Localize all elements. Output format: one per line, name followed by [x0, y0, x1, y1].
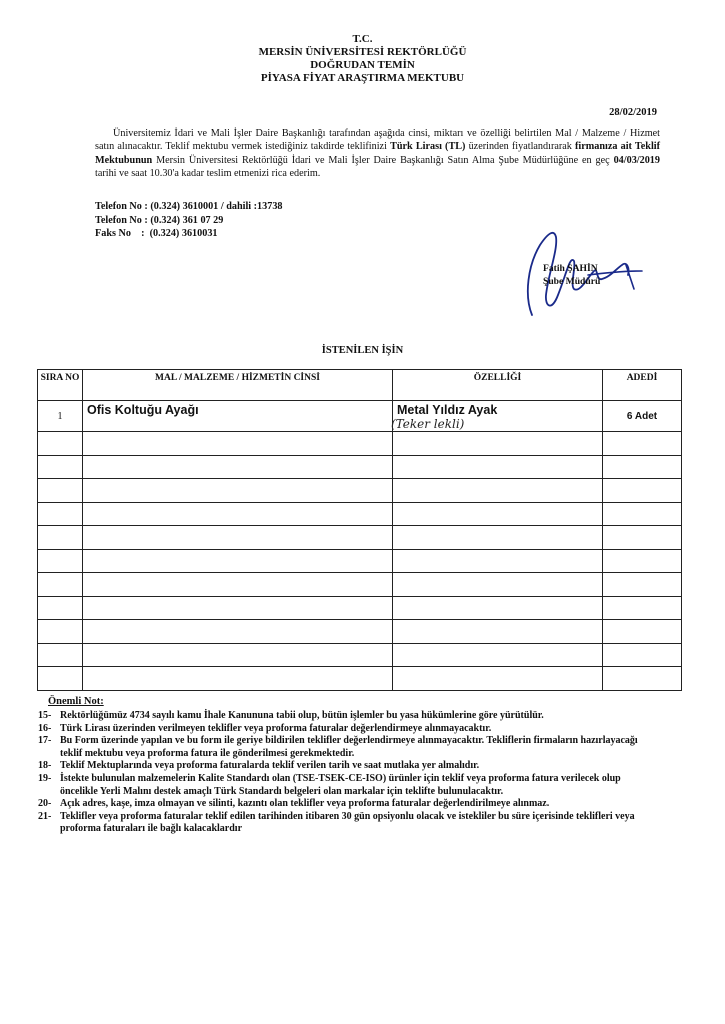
table-cell-empty	[603, 596, 682, 620]
table-row-empty	[38, 596, 682, 620]
table-cell-empty	[38, 549, 83, 573]
note-item	[38, 760, 638, 773]
header-letter-title: PİYASA FİYAT ARAŞTIRMA MEKTUBU	[260, 72, 465, 84]
note-text: İstekte bulunulan malzemelerin Kalite Standardı olan (TSE-TSEK-CE-ISO) ürünler için teklif veya proforma fatura verilecek olup öncelikle Yerli Malını destek amaçlı Türk Standardı belgeleri olan markalar için teklifte bulunulacaktır.	[60, 772, 621, 797]
cell-specification	[393, 401, 603, 432]
table-row-empty	[38, 455, 682, 479]
table-row-empty	[38, 549, 682, 573]
note-text: Türk Lirası üzerinden verilmeyen teklifler veya proforma faturalar değerlendirmeye alınmayacaktır.	[60, 722, 492, 734]
table-cell-empty	[603, 455, 682, 479]
table-cell-empty	[38, 502, 83, 526]
header-procurement-type: DOĞRUDAN TEMİN	[310, 59, 415, 71]
table-cell-empty	[38, 596, 83, 620]
table-cell-empty	[83, 596, 393, 620]
table-cell-empty	[393, 479, 603, 503]
cell-item-type	[83, 401, 393, 432]
table-row-empty	[38, 573, 682, 597]
table-cell-empty	[393, 549, 603, 573]
document-date: 28/02/2019	[609, 107, 657, 118]
table-cell-empty	[38, 620, 83, 644]
table-row-empty	[38, 620, 682, 644]
cell-sira: 1	[38, 401, 83, 432]
signatory-name: Fatih ŞAHİN	[543, 263, 598, 274]
note-number: 16-	[38, 722, 52, 734]
table-cell-empty	[393, 620, 603, 644]
note-item	[38, 773, 638, 798]
table-cell-empty	[603, 667, 682, 691]
note-text: Rektörlüğümüz 4734 sayılı kamu İhale Kanununa tabii olup, bütün işlemler bu yasa hükümlerine göre yürütülür.	[60, 710, 544, 721]
table-cell-empty	[38, 667, 83, 691]
intro-bold-deadline: 04/03/2019	[613, 154, 660, 166]
table-row-empty	[38, 667, 682, 691]
note-number: 17-	[38, 735, 52, 747]
table-cell-empty	[393, 526, 603, 550]
table-cell-empty	[603, 432, 682, 456]
table-cell-empty	[83, 667, 393, 691]
table-cell-empty	[603, 549, 682, 573]
signatory-block	[543, 262, 600, 288]
table-row-empty	[38, 643, 682, 667]
table-cell-empty	[38, 573, 83, 597]
table-cell-empty	[603, 643, 682, 667]
section-title: İSTENİLEN İŞİN	[321, 345, 404, 356]
cell-quantity: 6 Adet	[603, 401, 682, 432]
note-item	[38, 723, 638, 736]
note-number: 19-	[38, 772, 52, 784]
table-cell-empty	[83, 455, 393, 479]
note-item	[38, 811, 638, 836]
table-cell-empty	[603, 620, 682, 644]
table-cell-empty	[393, 643, 603, 667]
table-cell-empty	[38, 432, 83, 456]
table-row-empty	[38, 502, 682, 526]
table-cell-empty	[393, 432, 603, 456]
note-text: Teklif Mektuplarında veya proforma faturalarda teklif verilen tarih ve saat mutlaka yer almalıdır.	[60, 760, 480, 772]
table-cell-empty	[393, 455, 603, 479]
intro-text-3: Mersin Üniversitesi Rektörlüğü İdari ve Mali İşler Daire Başkanlığı Satın Alma Şube Müdürlüğüne en geç	[152, 154, 614, 166]
intro-text-4: tarihi ve saat 10.30'a kadar teslim etmenizi rica ederim.	[95, 168, 321, 180]
contact-phone-2: Telefon No : (0.324) 361 07 29	[95, 214, 224, 226]
table-cell-empty	[393, 573, 603, 597]
header-sira-no: SIRA NO	[38, 370, 83, 401]
item-name: Ofis Koltuğu Ayağı	[87, 403, 199, 417]
intro-text-2: üzerinden fiyatlandırarak	[465, 141, 576, 153]
table-cell-empty	[83, 573, 393, 597]
header-university: MERSİN ÜNİVERSİTESİ REKTÖRLÜĞÜ	[258, 46, 467, 58]
table-header-row	[38, 370, 682, 401]
contact-fax: Faks No : (0.324) 3610031	[95, 228, 218, 240]
contact-phone-1: Telefon No : (0.324) 3610001 / dahili :13738	[95, 201, 283, 212]
header-item-type: MAL / MALZEME / HİZMETİN CİNSİ	[83, 370, 393, 401]
table-cell-empty	[83, 502, 393, 526]
table-cell-empty	[83, 479, 393, 503]
items-table	[37, 369, 682, 691]
intro-bold-offer: firmanıza ait Teklif Mektubunun	[95, 141, 661, 166]
note-text: Teklifler veya proforma faturalar teklif edilen tarihinden itibaren 30 gün opsiyonlu olacak ve istekliler bu süre içerisinde teklifleri veya proforma faturaları ile bağlı kalacaklardır	[60, 810, 635, 835]
note-item	[38, 710, 638, 723]
item-spec: Metal Yıldız Ayak	[397, 403, 498, 417]
intro-bold-currency: Türk Lirası (TL)	[390, 141, 466, 153]
table-cell-empty	[38, 455, 83, 479]
note-item	[38, 798, 638, 811]
contact-block	[95, 200, 283, 241]
table-cell-empty	[603, 573, 682, 597]
header-specification: ÖZELLİĞİ	[393, 370, 603, 401]
table-cell-empty	[83, 526, 393, 550]
note-number: 21-	[38, 810, 52, 822]
table-cell-empty	[83, 643, 393, 667]
table-cell-empty	[38, 643, 83, 667]
note-item	[38, 735, 638, 760]
table-cell-empty	[603, 502, 682, 526]
signatory-title: Şube Müdürü	[543, 276, 601, 287]
table-cell-empty	[603, 479, 682, 503]
header-tc: T.C.	[352, 33, 373, 45]
notes-title: Önemli Not:	[48, 696, 104, 707]
table-cell-empty	[393, 596, 603, 620]
table-cell-empty	[38, 479, 83, 503]
note-number: 18-	[38, 760, 52, 772]
table-row	[38, 401, 682, 432]
note-number: 20-	[38, 798, 52, 810]
table-cell-empty	[38, 526, 83, 550]
note-number: 15-	[38, 710, 52, 721]
intro-text-1: Üniversitemiz İdari ve Mali İşler Daire Başkanlığı tarafından aşağıda cinsi, miktarı ve özelliği belirtilen Mal / Malzeme / Hizmet satın alınacaktır. Teklif mektubu vermek istediğiniz takdirde teklifinizi	[95, 128, 660, 153]
table-row-empty	[38, 479, 682, 503]
header-quantity: ADEDİ	[603, 370, 682, 401]
table-row-empty	[38, 432, 682, 456]
table-cell-empty	[603, 526, 682, 550]
table-cell-empty	[393, 667, 603, 691]
table-row-empty	[38, 526, 682, 550]
note-text: Bu Form üzerinde yapılan ve bu form ile geriye bildirilen teklifler değerlendirmeye alınmayacaktır. Tekliflerin firmaların hazırlayacağı teklif mektubu veya proforma fatura ile gönderilmesi gerekmektedir.	[60, 735, 638, 759]
table-cell-empty	[83, 432, 393, 456]
table-cell-empty	[83, 549, 393, 573]
notes-list	[38, 710, 638, 836]
note-text: Açık adres, kaşe, imza olmayan ve silinti, kazıntı olan teklifler veya proforma faturalar değerlendirilmeye alınmaz.	[60, 798, 550, 810]
table-cell-empty	[393, 502, 603, 526]
table-cell-empty	[83, 620, 393, 644]
item-spec-handwritten-note: (Teker lekli)	[391, 417, 465, 431]
intro-paragraph	[95, 127, 660, 181]
